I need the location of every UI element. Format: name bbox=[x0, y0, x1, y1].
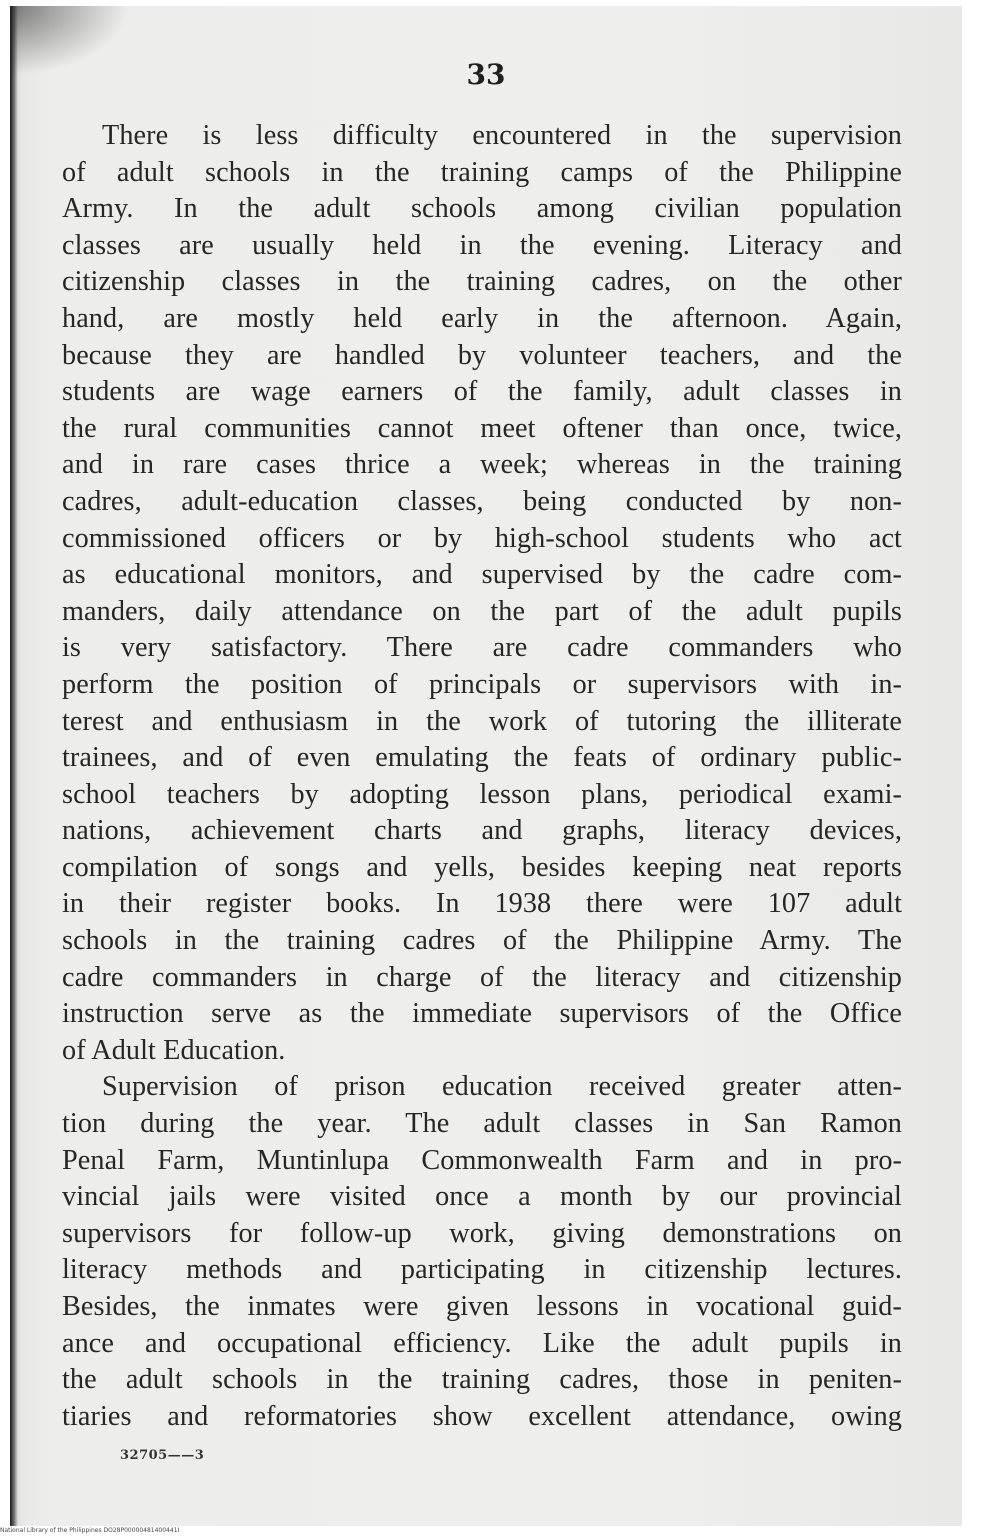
text-line: instruction serve as the immediate supervisors of the Office bbox=[62, 998, 902, 1030]
paragraphs bbox=[62, 118, 902, 1435]
text-line: trainees, and of even emulating the feats of ordinary public- bbox=[62, 742, 902, 774]
text-line: ance and occupational efficiency. Like the adult pupils in bbox=[62, 1327, 902, 1359]
text-line: students are wage earners of the family, adult classes in bbox=[62, 376, 902, 408]
text-line: cadres, adult-education classes, being conducted by non- bbox=[62, 485, 902, 517]
paragraph bbox=[62, 118, 902, 1069]
text-line: terest and enthusiasm in the work of tutoring the illiterate bbox=[62, 705, 902, 737]
text-line: tion during the year. The adult classes in San Ramon bbox=[62, 1108, 902, 1140]
body-text bbox=[62, 118, 902, 1435]
text-line: Army. In the adult schools among civilian population bbox=[62, 193, 902, 225]
text-line: manders, daily attendance on the part of the adult pupils bbox=[62, 595, 902, 627]
text-line: supervisors for follow-up work, giving demonstrations on bbox=[62, 1217, 902, 1249]
page-number: 33 bbox=[466, 58, 506, 91]
text-line: Supervision of prison education received greater atten- bbox=[102, 1071, 902, 1103]
text-line: school teachers by adopting lesson plans, periodical exami- bbox=[62, 778, 902, 810]
printer-signature-mark: 32705——3 bbox=[120, 1448, 205, 1463]
text-line: schools in the training cadres of the Philippine Army. The bbox=[62, 925, 902, 957]
text-line: vincial jails were visited once a month by our provincial bbox=[62, 1181, 902, 1213]
text-line: and in rare cases thrice a week; whereas in the training bbox=[62, 449, 902, 481]
text-line: Penal Farm, Muntinlupa Commonwealth Farm and in pro- bbox=[62, 1144, 902, 1176]
text-line: of adult schools in the training camps of the Philippine bbox=[62, 156, 902, 188]
text-line: Besides, the inmates were given lessons in vocational guid- bbox=[62, 1291, 902, 1322]
text-line: the rural communities cannot meet oftener than once, twice, bbox=[62, 412, 902, 444]
text-line: in their register books. In 1938 there were 107 adult bbox=[62, 888, 902, 920]
text-line: literacy methods and participating in citizenship lectures. bbox=[62, 1254, 902, 1286]
text-line: There is less difficulty encountered in the supervision bbox=[102, 120, 902, 151]
scanned-page bbox=[10, 6, 962, 1526]
text-line: of Adult Education. bbox=[62, 1034, 286, 1066]
text-line: as educational monitors, and supervised by the cadre com- bbox=[62, 559, 902, 591]
page-binding-edge bbox=[10, 6, 18, 1526]
text-line: the adult schools in the training cadres, those in peniten- bbox=[62, 1364, 902, 1396]
text-line: classes are usually held in the evening. Literacy and bbox=[62, 229, 902, 261]
text-line: because they are handled by volunteer teachers, and the bbox=[62, 339, 902, 371]
text-line: tiaries and reformatories show excellent attendance, owing bbox=[62, 1400, 902, 1432]
text-line: commissioned officers or by high-school students who act bbox=[62, 522, 902, 554]
footer-credit: National Library of the Philippines DO28P00000481400441I bbox=[0, 1527, 180, 1534]
text-line: compilation of songs and yells, besides keeping neat reports bbox=[62, 851, 902, 883]
text-line: citizenship classes in the training cadres, on the other bbox=[62, 266, 902, 298]
text-line: hand, are mostly held early in the afternoon. Again, bbox=[62, 302, 902, 334]
text-line: cadre commanders in charge of the literacy and citizenship bbox=[62, 961, 902, 993]
text-line: perform the position of principals or supervisors with in- bbox=[62, 668, 902, 700]
text-line: is very satisfactory. There are cadre commanders who bbox=[62, 632, 902, 664]
paragraph bbox=[62, 1069, 902, 1435]
text-line: nations, achievement charts and graphs, literacy devices, bbox=[62, 815, 902, 847]
